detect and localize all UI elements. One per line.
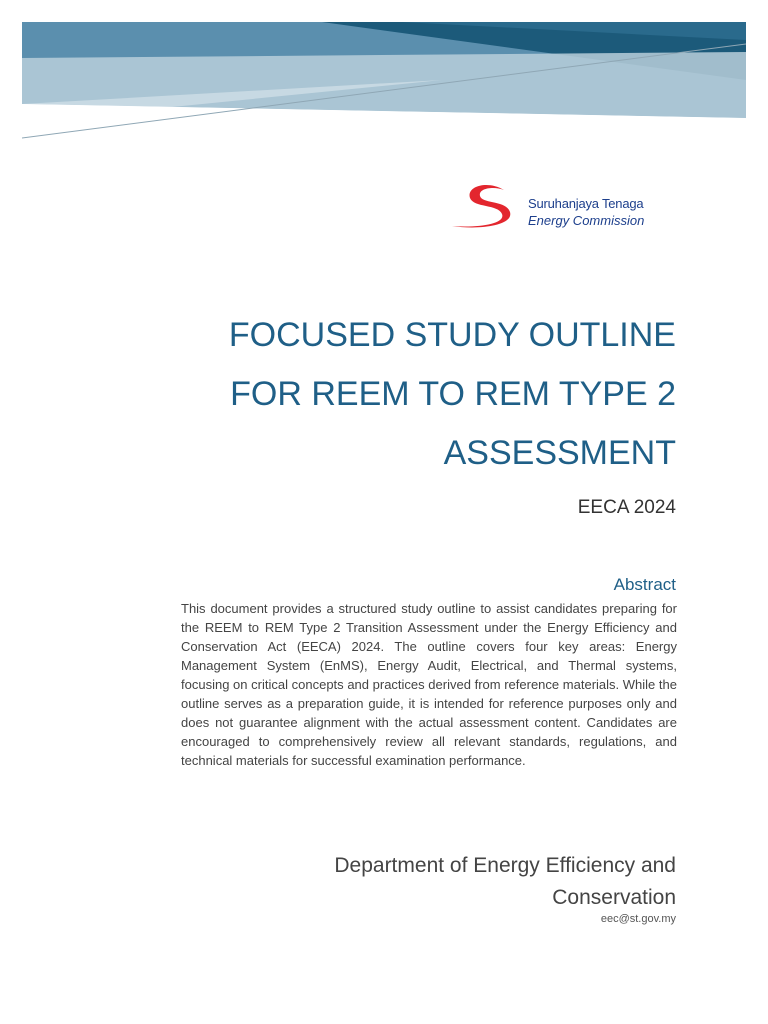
department-email: eec@st.gov.my — [600, 913, 676, 925]
energy-commission-logo — [448, 182, 678, 232]
header-banner — [22, 22, 746, 140]
swoosh-logo-icon — [448, 182, 528, 232]
title-line-3: ASSESSMENT — [443, 434, 676, 472]
abstract-heading: Abstract — [613, 575, 676, 594]
abstract-body: This document provides a structured study outline to assist candidates preparing for the REEM to REM Type 2 Transition Assessment under the Energy Efficiency and Conservation Act (EECA) 2024. The outline covers four key areas: Energy Management System (EnMS), Energy Audit, Electrical, and Thermal systems, focusing on critical concepts and practices derived from reference materials. While the outline serves as a preparation guide, it is intended for reference purposes only and does not guarantee alignment with the actual assessment content. Candidates are encouraged to comprehensively review all relevant standards, regulations, and technical materials for successful examination performance. — [181, 601, 677, 768]
logo-text-malay: Suruhanjaya Tenaga — [528, 196, 644, 211]
logo-text-english: Energy Commission — [528, 213, 645, 228]
department-name: Department of Energy Efficiency and Conservation — [334, 854, 676, 909]
document-title — [156, 306, 676, 483]
document-subtitle: EECA 2024 — [577, 497, 676, 518]
title-line-1: FOCUSED STUDY OUTLINE — [228, 316, 676, 354]
title-line-2: FOR REEM TO REM TYPE 2 — [230, 375, 676, 413]
